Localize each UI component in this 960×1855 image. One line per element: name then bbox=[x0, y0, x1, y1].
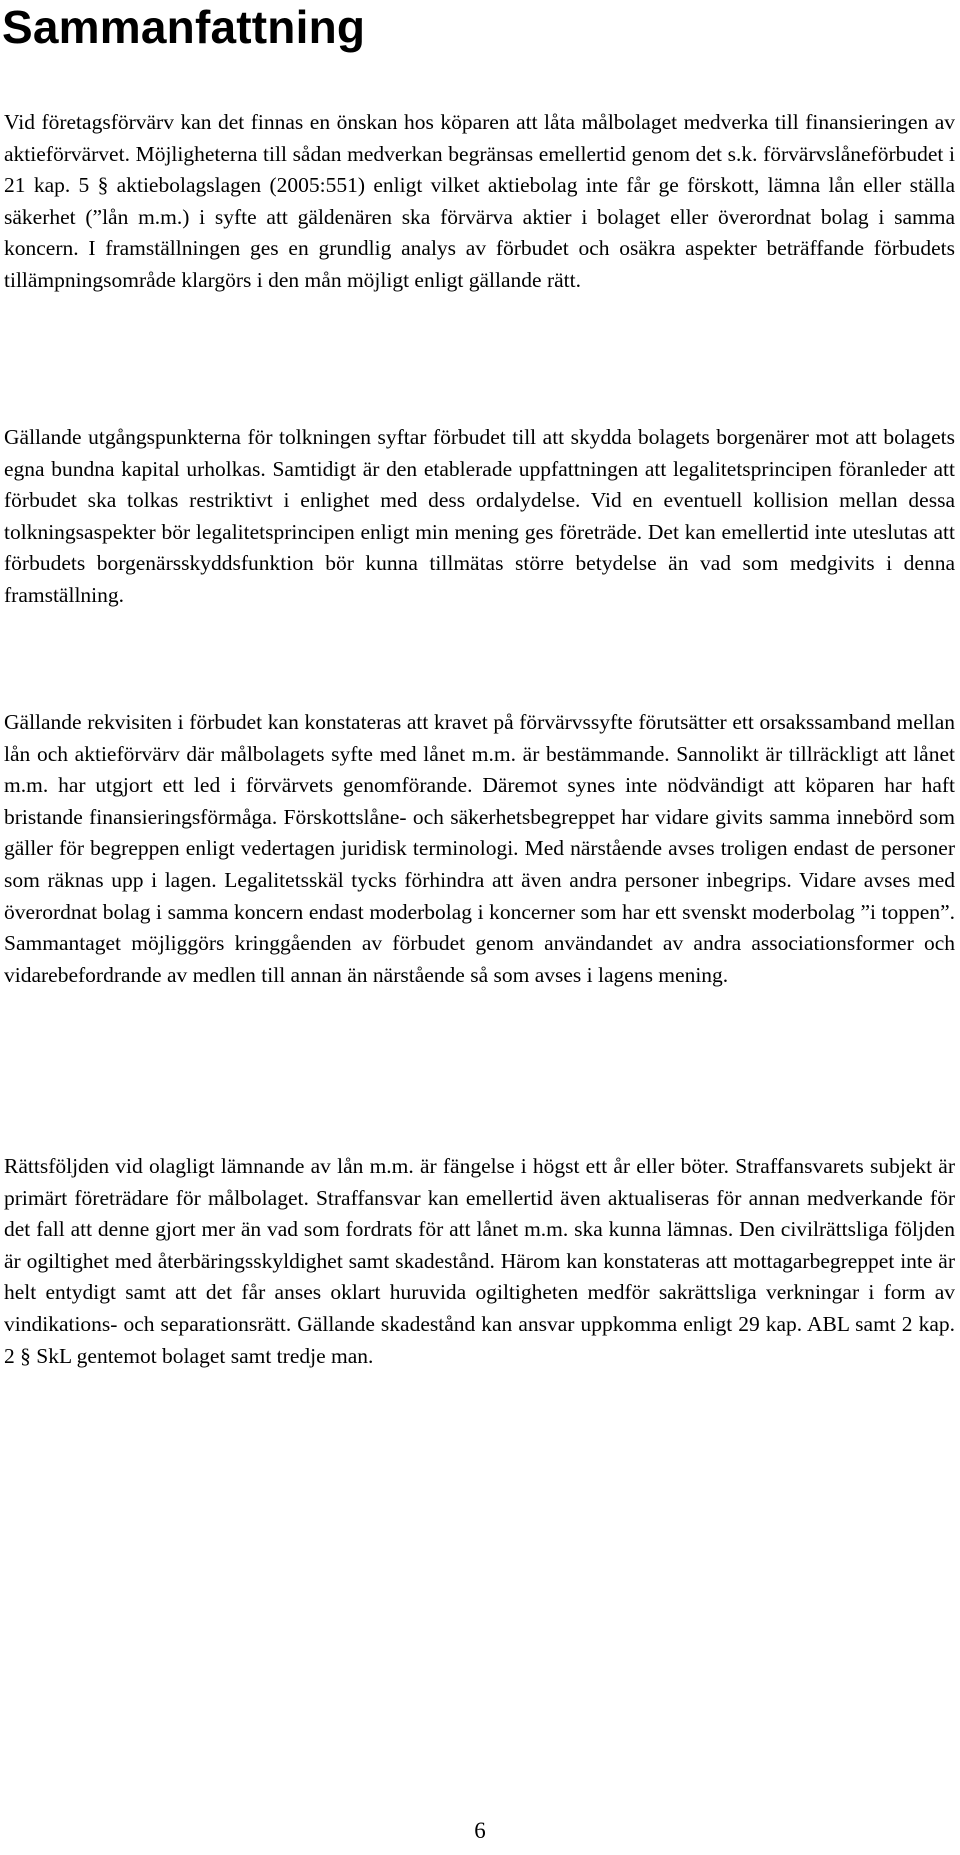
page-number: 6 bbox=[474, 1818, 486, 1843]
paragraph-1: Vid företagsförvärv kan det finnas en önskan hos köparen att låta målbolaget medverka till finansieringen av aktieförvärvet. Möjligheterna till sådan medverkan begränsas emellertid genom det s.k. förvärvslåneförbudet i 21 kap. 5 § aktiebolagslagen (2005:551) enligt vilket aktiebolag inte får ge förskott, lämna lån eller ställa säkerhet (”lån m.m.) i syfte att gäldenären ska förvärva aktier i bolaget eller överordnat bolag i samma koncern. I framställningen ges en grundlig analys av förbudet och osäkra aspekter beträffande förbudets tillämpningsområde klargörs i den mån möjligt enligt gällande rätt. bbox=[4, 110, 955, 292]
paragraph-2: Gällande utgångspunkterna för tolkningen syftar förbudet till att skydda bolagets borgenärer mot att bolagets egna bundna kapital urholkas. Samtidigt är den etablerade uppfattningen att legalitetsprincipen föranleder att förbudet ska tolkas restriktivt i enlighet med dess ordalydelse. Vid en eventuell kollision mellan dessa tolkningsaspekter bör legalitetsprincipen enligt min mening ges företräde. Det kan emellertid inte uteslutas att förbudets borgenärsskyddsfunktion bör kunna tillmätas större betydelse än vad som medgivits i denna framställning. bbox=[4, 425, 955, 607]
paragraph-4: Rättsföljden vid olagligt lämnande av lån m.m. är fängelse i högst ett år eller böter. Straffansvarets subjekt är primärt företrädare för målbolaget. Straffansvar kan emellertid även aktualiseras för annan medverkande för det fall att denne gjort mer än vad som fordrats för att lånet m.m. ska kunna lämnas. Den civilrättsliga följden är ogiltighet med återbäringsskyldighet samt skadestånd. Härom kan konstateras att mottagarbegreppet inte är helt entydigt samt att det får anses oklart huruvida ogiltigheten medför sakrättsliga verkningar i form av vindikations- och separationsrätt. Gällande skadestånd kan ansvar uppkomma enligt 29 kap. ABL samt 2 kap. 2 § SkL gentemot bolaget samt tredje man. bbox=[4, 1154, 955, 1368]
page-title: Sammanfattning bbox=[2, 1, 366, 53]
paragraph-3: Gällande rekvisiten i förbudet kan konstateras att kravet på förvärvssyfte förutsätter ett orsakssamband mellan lån och aktieförvärv där målbolagets syfte med lånet m.m. är bestämmande. Sannolikt är tillräckligt att lånet m.m. har utgjort ett led i förvärvets genomförande. Däremot synes inte nödvändigt att köparen har haft bristande finansieringsförmåga. Förskottslåne- och säkerhetsbegreppet har vidare givits samma innebörd som gäller för begreppen enligt vedertagen juridisk terminologi. Med närstående avses troligen endast de personer som räknas upp i lagen. Legalitetsskäl tycks förhindra att även andra personer inbegrips. Vidare avses med överordnat bolag i samma koncern endast moderbolag i koncerner som har ett svenskt moderbolag ”i toppen”. Sammantaget möjliggörs kringgåenden av förbudet genom användandet av andra associationsformer och vidarebefordrande av medlen till annan än närstående så som avses i lagens mening. bbox=[4, 710, 955, 987]
